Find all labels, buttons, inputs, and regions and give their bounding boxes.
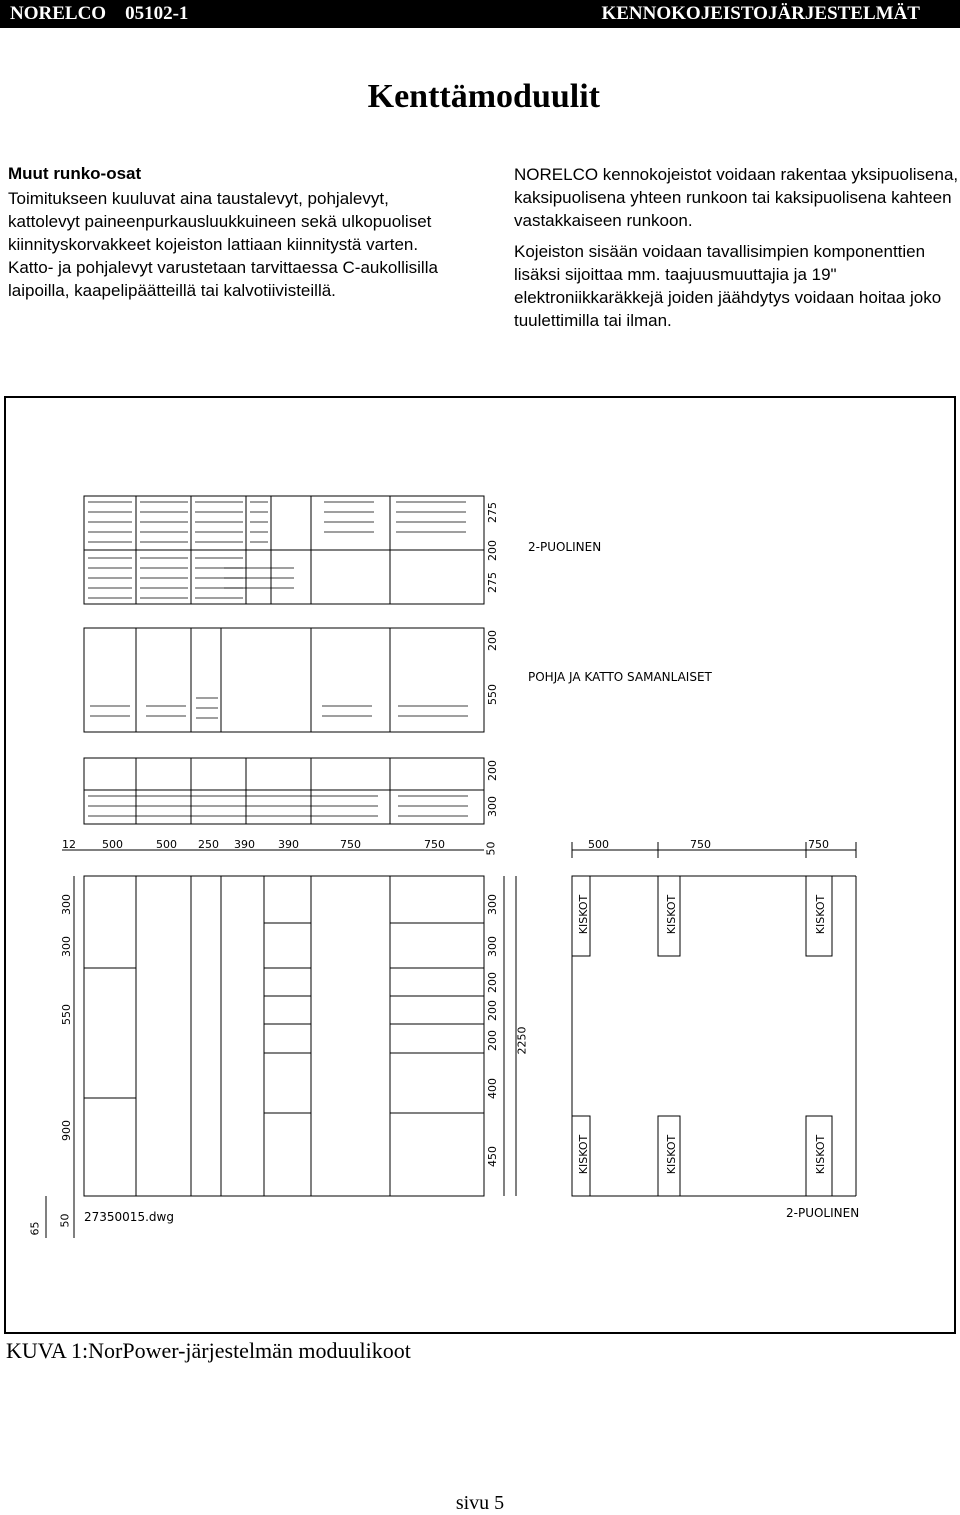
dim-label: 12: [62, 838, 76, 851]
top-plan-view: [84, 496, 484, 604]
dim-label: 390: [234, 838, 255, 851]
label-2puolinen-top: 2-PUOLINEN: [528, 540, 602, 554]
vertical-dimensions: [46, 496, 516, 1238]
header-left: NORELCO 05102-1: [10, 3, 189, 24]
front-elevation: [84, 876, 484, 1196]
dim-label: 200: [486, 630, 499, 651]
dim-label: 750: [690, 838, 711, 851]
kiskot-label: KISKOT: [577, 1134, 591, 1175]
dim-label: 65: [28, 1221, 42, 1236]
dim-label: 50: [484, 841, 498, 856]
kiskot-label: KISKOT: [665, 1134, 679, 1175]
dim-label: 750: [340, 838, 361, 851]
dim-label: 200: [486, 972, 499, 993]
dim-label: 200: [486, 1030, 499, 1051]
dim-label: 200: [486, 760, 499, 781]
right-paragraph-2: Kojeiston sisään voidaan tavallisimpien komponenttien lisäksi sijoittaa mm. taajuusmuuttajia ja 19" elektroniikkaräkkejä joiden jäähdytys voidaan hoitaa joko tuulettimilla tai ilman.: [514, 242, 942, 330]
module-drawing: [6, 398, 958, 1336]
page-header: [0, 0, 960, 28]
dim-label: 300: [486, 936, 499, 957]
dim-label: 50: [58, 1213, 72, 1228]
dim-label: 500: [102, 838, 123, 851]
module-drawing-figure: [4, 396, 956, 1334]
dim-label: 300: [486, 894, 499, 915]
left-paragraph: Toimitukseen kuuluvat aina taustalevyt, pohjalevyt, kattolevyt paineenpurkausluukkuineen sekä ulkopuoliset kiinnityskorvakkeet kojeiston lattiaan kiinnitystä varten. Katto- ja pohjalevyt varustetaan tarvittaessa C-aukollisilla laipoilla, kaapelipäätteillä tai kalvotiivisteillä.: [8, 189, 438, 300]
page-number: sivu 5: [455, 1492, 505, 1514]
left-column: [8, 162, 448, 310]
dim-label: 275: [486, 572, 499, 593]
kiskot-label: KISKOT: [577, 894, 591, 935]
dim-label: 200: [486, 540, 499, 561]
dim-label: 750: [424, 838, 445, 851]
dim-label: 500: [588, 838, 609, 851]
section-heading: Muut runko-osat: [8, 164, 142, 183]
kiskot-label: KISKOT: [814, 1134, 828, 1175]
label-2puolinen-bottom: 2-PUOLINEN: [786, 1206, 860, 1220]
dim-label: 550: [486, 684, 499, 705]
dim-label: 275: [486, 502, 499, 523]
low-plan-view: [84, 758, 484, 824]
dim-label: 200: [486, 1000, 499, 1021]
figure-caption: KUVA 1:NorPower-järjestelmän moduulikoot: [6, 1338, 411, 1363]
dim-label: 900: [60, 1120, 73, 1141]
page-title: Kenttämoduulit: [367, 78, 600, 115]
dim-label: 250: [198, 838, 219, 851]
dim-label: 400: [486, 1078, 499, 1099]
dim-label: 500: [156, 838, 177, 851]
dim-label: 390: [278, 838, 299, 851]
header-right: KENNOKOJEISTOJÄRJESTELMÄT: [601, 3, 920, 24]
dim-label: 300: [60, 936, 73, 957]
kiskot-label: KISKOT: [814, 894, 828, 935]
drawing-filename: 27350015.dwg: [84, 1210, 174, 1224]
right-column: [514, 163, 960, 340]
kiskot-label: KISKOT: [665, 894, 679, 935]
horizontal-dimensions: [62, 842, 856, 858]
dim-label: 2250: [515, 1026, 529, 1055]
dim-label: 550: [60, 1004, 73, 1025]
dim-label: 300: [60, 894, 73, 915]
right-paragraph-1: NORELCO kennokojeistot voidaan rakentaa yksipuolisena, kaksipuolisena yhteen runkoon tai kaksipuolisena kahteen vastakkaiseen runkoon.: [514, 165, 959, 230]
dim-label: 750: [808, 838, 829, 851]
dim-label: 450: [486, 1146, 499, 1167]
mid-plan-view: [84, 628, 484, 732]
dim-label: 300: [486, 796, 499, 817]
label-pohja: POHJA JA KATTO SAMANLAISET: [528, 670, 712, 684]
